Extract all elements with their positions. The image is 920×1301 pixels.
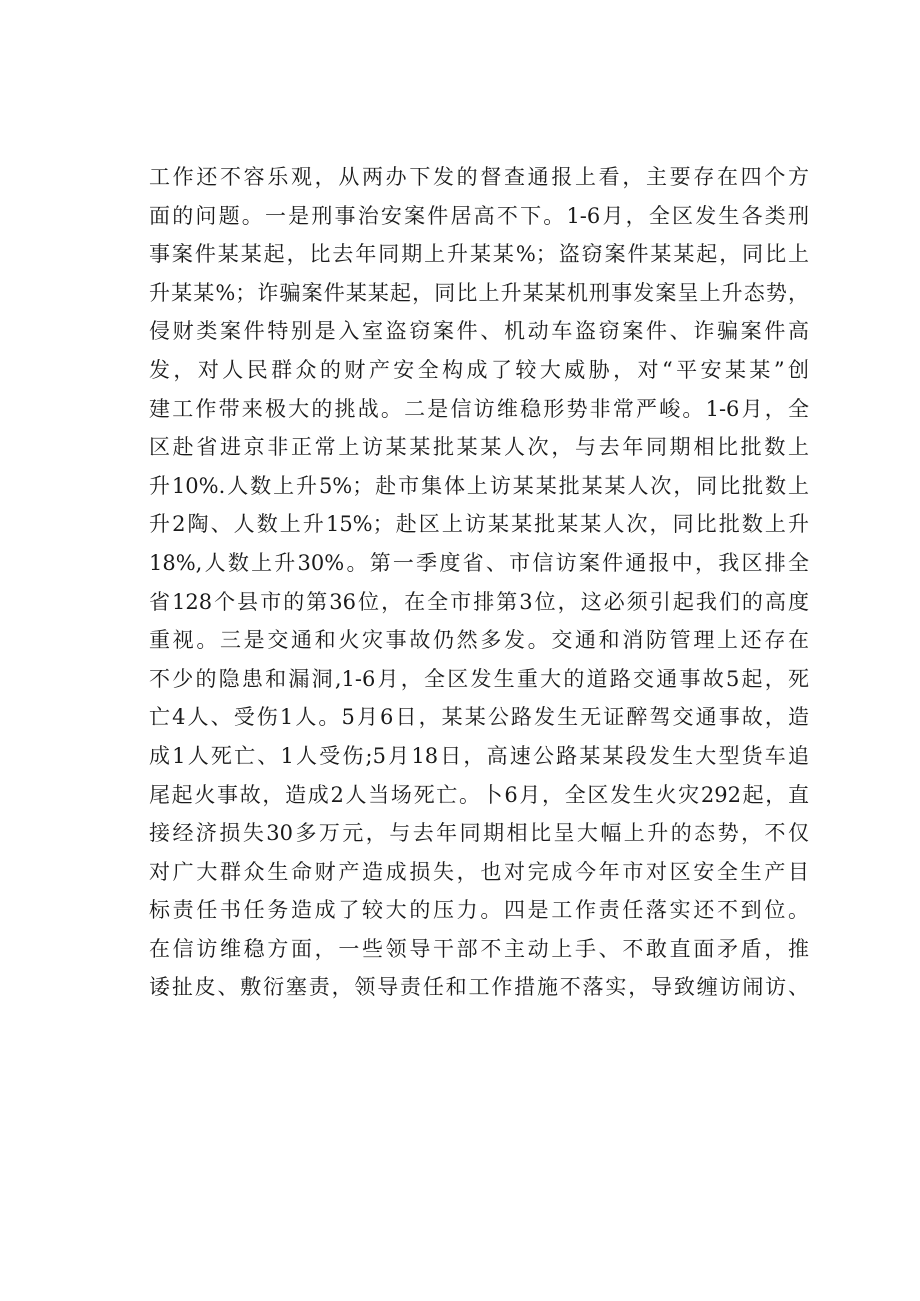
text-line: 重视。三是交通和火灾事故仍然多发。交通和消防管理上还存在	[149, 628, 809, 653]
text-line: 在信访维稳方面，一些领导干部不主动上手、不敢直面矛盾，推	[149, 936, 809, 961]
text-line: 升2陶、人数上升15%；赴区上访某某批某某人次，同比批数上升	[149, 512, 809, 537]
text-line: 事案件某某起，比去年同期上升某某%；盗窃案件某某起，同比上	[149, 242, 809, 267]
text-line: 侵财类案件特别是入室盗窃案件、机动车盗窃案件、诈骗案件高	[149, 319, 809, 344]
text-line: 成1人死亡、1人受伤;5月18日，高速公路某某段发生大型货车追	[149, 743, 809, 768]
text-line: 建工作带来极大的挑战。二是信访维稳形势非常严峻。1-6月，全	[149, 396, 809, 421]
text-line: 接经济损失30多万元，与去年同期相比呈大幅上升的态势，不仅	[149, 821, 809, 846]
text-line: 工作还不容乐观，从两办下发的督查通报上看，主要存在四个方	[149, 165, 809, 189]
text-line: 区赴省进京非正常上访某某批某某人次，与去年同期相比批数上	[149, 435, 809, 460]
body-paragraph	[149, 158, 809, 1007]
text-line: 诿扯皮、敷衍塞责，领导责任和工作措施不落实，导致缠访闹访、	[149, 975, 809, 1000]
text-line: 升某某%；诈骗案件某某起，同比上升某某机刑事发案呈上升态势，	[149, 280, 809, 305]
text-line: 尾起火事故，造成2人当场死亡。卜6月，全区发生火灾292起，直	[149, 782, 809, 807]
text-line: 18%,人数上升30%。第一季度省、市信访案件通报中，我区排全	[149, 550, 809, 575]
text-line: 对广大群众生命财产造成损失，也对完成今年市对区安全生产目	[149, 859, 809, 884]
text-line: 亡4人、受伤1人。5月6日，某某公路发生无证醉驾交通事故，造	[149, 705, 809, 730]
text-line: 标责任书任务造成了较大的压力。四是工作责任落实还不到位。	[149, 898, 809, 923]
text-line: 不少的隐患和漏洞,1-6月，全区发生重大的道路交通事故5起，死	[149, 666, 809, 691]
text-line: 升10%.人数上升5%；赴市集体上访某某批某某人次，同比批数上	[149, 473, 809, 498]
text-line: 发，对人民群众的财产安全构成了较大威胁，对“平安某某”创	[149, 357, 809, 382]
text-line: 面的问题。一是刑事治安案件居高不下。1-6月，全区发生各类刑	[149, 203, 809, 228]
text-line: 省128个县市的第36位，在全市排第3位，这必须引起我们的高度	[149, 589, 809, 614]
